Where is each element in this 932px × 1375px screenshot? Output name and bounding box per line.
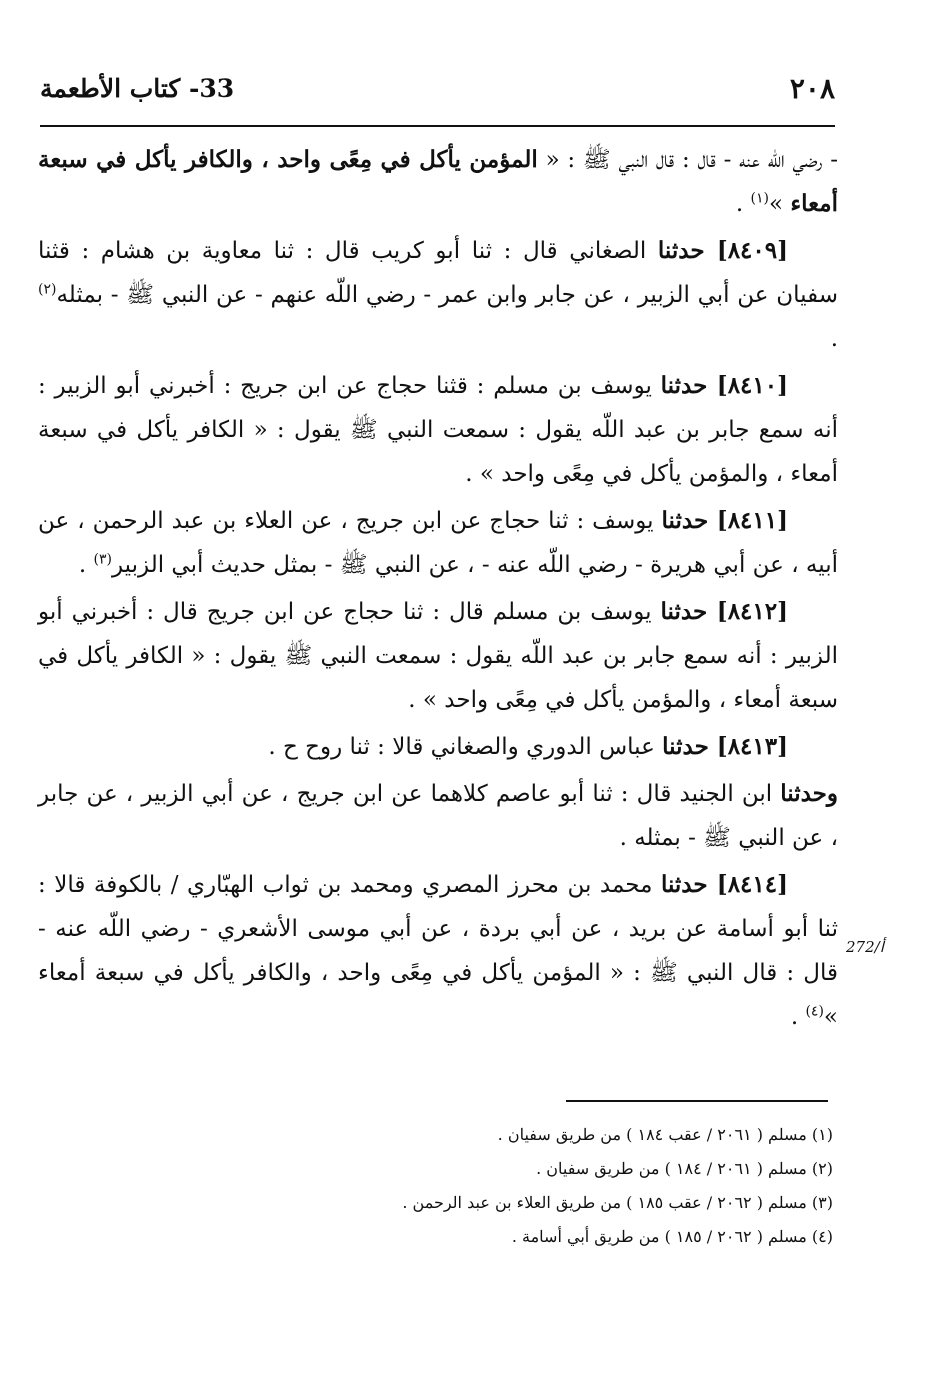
- footnote-2: (٢) مسلم ( ٢٠٦١ / ١٨٤ ) من طريق سفيان .: [536, 1159, 833, 1178]
- paragraph: - رضي اللّه عنه - قال : قال النبي ﷺ : « المؤمن يأكل في مِعًى واحد ، والكافر يأكل في سبعة أمعاء »$^{(١)}$ .: [38, 146, 838, 217]
- manuscript-folio-note: 272/أ: [846, 938, 884, 956]
- footnotes: [40, 1118, 833, 1254]
- footnote-3: (٣) مسلم ( ٢٠٦٢ / عقب ١٨٥ ) من طريق العلاء بن عبد الرحمن .: [402, 1193, 833, 1212]
- footnote-ref[interactable]: (١): [750, 190, 769, 207]
- footnote-ref[interactable]: (٣): [93, 551, 112, 568]
- hadith-8411: [٨٤١١] حدثنا يوسف : ثنا حجاج عن ابن جريج ، عن العلاء بن عبد الرحمن ، عن أبيه ، عن أبي هريرة - رضي اللّه عنه - ، عن النبي ﷺ - بمثل حديث أبي الزبير$^{(٣)}$ .: [38, 507, 838, 578]
- hadith-8414: [٨٤١٤] حدثنا محمد بن محرز المصري ومحمد بن ثواب الهبّاري / بالكوفة قالا : ثنا أبو أسامة عن بريد ، عن أبي بردة ، عن أبي موسى الأشعري - رضي اللّه عنه - قال : قال النبي ﷺ : « المؤمن يأكل في مِعًى واحد ، والكافر يأكل في سبعة أمعاء »$^{(٤)}$ .: [38, 871, 838, 1030]
- footnote-4: (٤) مسلم ( ٢٠٦٢ / ١٨٥ ) من طريق أبي أسامة .: [511, 1227, 833, 1246]
- header-rule: [40, 125, 835, 127]
- hadith-8409: [٨٤٠٩] حدثنا الصغاني قال : ثنا أبو كريب قال : ثنا معاوية بن هشام : قثنا سفيان عن أبي الزبير ، عن جابر وابن عمر - رضي اللّه عنهم - عن النبي ﷺ - بمثله$^{(٢)}$ .: [38, 237, 838, 352]
- chapter-title: 33- كتاب الأطعمة: [40, 74, 235, 103]
- hadith-8412: [٨٤١٢] حدثنا يوسف بن مسلم قال : ثنا حجاج عن ابن جريج قال : أخبرني أبو الزبير : أنه سمع جابر بن عبد اللّه يقول : سمعت النبي ﷺ يقول : « الكافر يأكل في سبعة أمعاء ، والمؤمن يأكل في مِعًى واحد » .: [38, 598, 838, 713]
- body-text: [38, 138, 838, 1042]
- page-number: ٢٠٨: [789, 72, 835, 105]
- hadith-8410: [٨٤١٠] حدثنا يوسف بن مسلم : قثنا حجاج عن ابن جريج : أخبرني أبو الزبير : أنه سمع جابر بن عبد اللّه يقول : سمعت النبي ﷺ يقول : « الكافر يأكل في سبعة أمعاء ، والمؤمن يأكل في مِعًى واحد » .: [38, 372, 838, 487]
- footnote-ref[interactable]: (٢): [38, 281, 57, 298]
- page-header: [40, 72, 835, 122]
- hadith-8413-continued: وحدثنا ابن الجنيد قال : ثنا أبو عاصم كلاهما عن ابن جريج ، عن أبي الزبير ، عن جابر ، عن النبي ﷺ - بمثله .: [38, 780, 838, 851]
- footnote-1: (١) مسلم ( ٢٠٦١ / عقب ١٨٤ ) من طريق سفيان .: [497, 1125, 833, 1144]
- hadith-8413: [٨٤١٣] حدثنا عباس الدوري والصغاني قالا : ثنا روح ح .: [268, 733, 788, 760]
- footnote-ref[interactable]: (٤): [805, 1003, 824, 1020]
- footnote-rule: [566, 1100, 828, 1102]
